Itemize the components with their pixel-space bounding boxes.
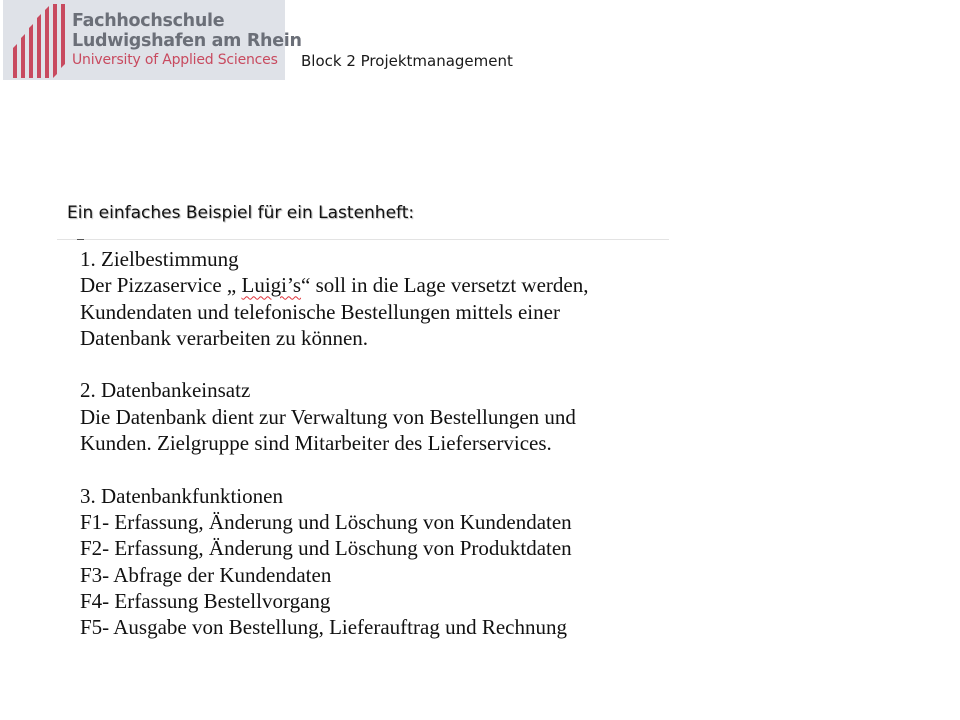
logo-text xyxy=(72,11,302,70)
logo-line-1: Fachhochschule xyxy=(72,11,225,31)
lastenheft-document xyxy=(57,239,669,642)
document-line: Die Datenbank dient zur Verwaltung von Bestellungen und xyxy=(80,404,576,429)
text-cursor-mark xyxy=(77,239,84,240)
section-heading-datenbankfunktionen: 3. Datenbankfunktionen xyxy=(80,483,283,508)
logo-line-2: Ludwigshafen am Rhein xyxy=(72,31,302,51)
document-line: Kundendaten und telefonische Bestellungen mittels einer xyxy=(80,299,560,324)
document-line: Datenbank verarbeiten zu können. xyxy=(80,325,369,350)
misspelled-word: Luigi’s xyxy=(241,273,302,298)
function-item: F3- Abfrage der Kundendaten xyxy=(80,562,332,587)
logo-line-3: University of Applied Sciences xyxy=(72,52,278,68)
document-line xyxy=(80,272,588,298)
text-fragment: “ soll in die Lage versetzt werden, xyxy=(301,273,589,298)
function-item: F5- Ausgabe von Bestellung, Lieferauftrag und Rechnung xyxy=(80,615,567,640)
logo-stripes-icon xyxy=(13,4,65,78)
document-text xyxy=(80,246,588,640)
function-item: F2- Erfassung, Änderung und Löschung von Produktdaten xyxy=(80,536,572,561)
section-heading-datenbankeinsatz: 2. Datenbankeinsatz xyxy=(80,378,251,403)
university-logo xyxy=(3,0,302,80)
section-heading-zielbestimmung: 1. Zielbestimmung xyxy=(80,247,239,271)
slide-header: Block 2 Projektmanagement xyxy=(301,52,513,70)
text-fragment: Der Pizzaservice „ xyxy=(80,273,242,298)
document-line: Kunden. Zielgruppe sind Mitarbeiter des Lieferservices. xyxy=(80,431,552,456)
function-item: F1- Erfassung, Änderung und Löschung von Kundendaten xyxy=(80,509,572,534)
slide-title: Ein einfaches Beispiel für ein Lastenheft: xyxy=(67,203,415,223)
blank-line xyxy=(80,456,588,482)
blank-line xyxy=(80,351,588,377)
function-item: F4- Erfassung Bestellvorgang xyxy=(80,588,331,613)
